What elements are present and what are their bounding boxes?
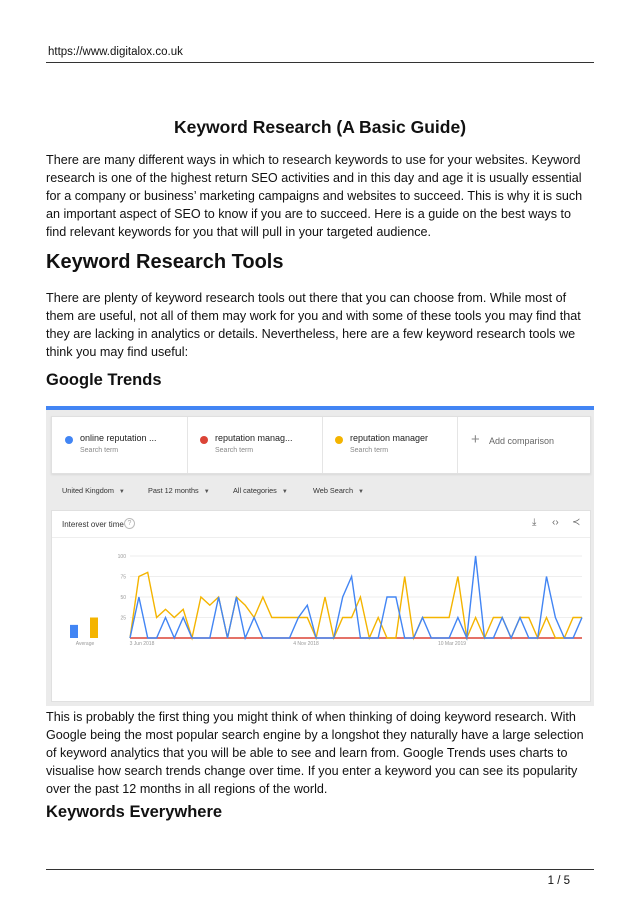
series-dot-red	[200, 436, 208, 444]
term-sub: Search term	[215, 447, 254, 454]
search-term-1[interactable]	[52, 417, 188, 473]
google-trends-paragraph: This is probably the first thing you might think of when thinking of doing keyword research. With Google being the most popular search engine by a longshot they naturally have a large selection of keyword analytics that you will be able to see and learn from. Google Trends uses charts to visualise how search trends change over time. If you enter a keyword you can see its popularity over the past 12 months in all regions of the world.	[46, 710, 584, 796]
section-heading-keyword-research-tools: Keyword Research Tools	[46, 251, 284, 273]
plus-icon: +	[471, 431, 480, 448]
header-rule	[46, 62, 594, 63]
footer-rule	[46, 869, 594, 870]
filter-label: United Kingdom	[62, 486, 114, 495]
term-name: online reputation ...	[80, 433, 157, 443]
panel-title: Interest over time	[62, 520, 124, 529]
y-tick-label: 75	[120, 574, 126, 581]
comparison-bar	[51, 416, 591, 474]
average-label: Average	[75, 641, 95, 647]
google-trends-screenshot	[46, 406, 594, 706]
filter-label: All categories	[233, 486, 277, 495]
interest-chart	[52, 538, 590, 700]
x-tick-label: 4 Nov 2018	[293, 641, 319, 647]
subsection-heading-google-trends: Google Trends	[46, 371, 162, 389]
series-dot-blue	[65, 436, 73, 444]
intro-paragraph: There are many different ways in which to research keywords to use for your websites. Keyword research is one of the highest return SEO activities and in this day and age it is usually essential for a company or business’ marketing campaigns and websites to succeed. This is why it is such an important aspect of SEO to know if you are to succeed. Here is a guide on the best ways to find relevant keywords for you that will pull in your targeted audience.	[46, 153, 583, 239]
filter-bar	[51, 480, 589, 502]
filter-category[interactable]	[233, 486, 288, 495]
dropdown-caret-icon: ▼	[203, 489, 210, 495]
interest-over-time-panel	[51, 510, 591, 702]
dropdown-caret-icon: ▼	[281, 489, 288, 495]
search-term-3[interactable]	[322, 417, 458, 473]
y-tick-label: 50	[120, 595, 126, 601]
term-sub: Search term	[350, 447, 389, 454]
add-comparison-button[interactable]	[457, 417, 590, 473]
help-icon[interactable]: ?	[124, 518, 135, 529]
header-url: https://www.digitalox.co.uk	[48, 46, 183, 58]
x-tick-label: 10 Mar 2019	[437, 641, 467, 647]
filter-region[interactable]	[62, 486, 125, 495]
dropdown-caret-icon: ▼	[118, 489, 125, 495]
term-name: reputation manager	[350, 433, 429, 443]
y-tick-label: 25	[120, 615, 126, 622]
share-icon[interactable]: ≺	[572, 517, 581, 528]
filter-label: Past 12 months	[148, 486, 199, 495]
panel-header	[52, 511, 590, 538]
embed-icon[interactable]: ‹›	[552, 517, 559, 528]
download-icon[interactable]: ⤓	[532, 517, 537, 528]
filter-label: Web Search	[313, 486, 354, 495]
search-term-2[interactable]	[187, 417, 323, 473]
section-paragraph-tools: There are plenty of keyword research tools out there that you can choose from. While most of them are useful, not all of them may work for you and with some of these tools you may find that they are lacking in analytics or details. Nevertheless, here are a few keyword research tools we think you may find useful:	[46, 291, 581, 359]
x-tick-label: 3 Jun 2018	[129, 641, 155, 647]
average-bar	[70, 625, 78, 638]
filter-time[interactable]	[148, 486, 210, 495]
page-title: Keyword Research (A Basic Guide)	[173, 117, 467, 137]
term-sub: Search term	[80, 447, 119, 454]
filter-search-type[interactable]	[313, 486, 364, 495]
series-dot-yellow	[335, 436, 343, 444]
subsection-heading-keywords-everywhere: Keywords Everywhere	[46, 803, 223, 821]
term-name: reputation manag...	[215, 433, 293, 443]
add-comparison-label: Add comparison	[489, 436, 555, 446]
average-bar	[90, 618, 98, 639]
y-tick-label: 100	[117, 554, 126, 560]
dropdown-caret-icon: ▼	[358, 489, 364, 495]
page-number: 1 / 5	[547, 875, 570, 887]
